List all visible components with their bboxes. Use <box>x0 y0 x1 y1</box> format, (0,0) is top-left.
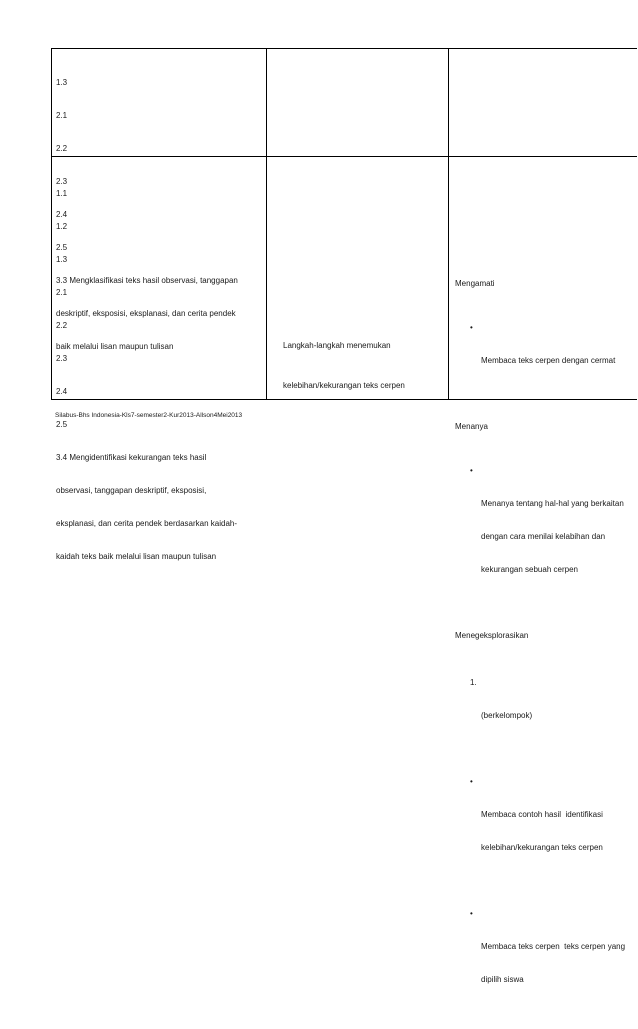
eksplorasi-numbered-text: (berkelompok) <box>481 711 533 720</box>
materi-line-2: kelebihan/kekurangan teks cerpen <box>283 381 405 390</box>
bullet-icon: • <box>470 466 473 475</box>
row2-code-7: 2.4 <box>56 387 68 396</box>
table-top-border <box>51 48 637 49</box>
row2-code-4: 2.1 <box>56 288 68 297</box>
number-marker: 1. <box>470 678 477 687</box>
row1-code-5: 2.4 <box>56 210 68 219</box>
eksplorasi-item-1-line-1: Membaca contoh hasil identifikasi <box>481 810 603 819</box>
eksplorasi-item-1 <box>470 776 635 875</box>
menanya-item-1-line-2: dengan cara menilai kelabihan dan <box>481 532 606 541</box>
row2-pembelajaran-cell <box>455 256 635 1029</box>
materi-line-1: Langkah-langkah menemukan <box>283 341 391 350</box>
row2-code-8: 2.5 <box>56 420 68 429</box>
row2-kd-line-3: eksplanasi, dan cerita pendek berdasarkan kaidah- <box>56 519 238 528</box>
menanya-item-1-line-3: kekurangan sebuah cerpen <box>481 565 578 574</box>
bullet-icon: • <box>470 909 473 918</box>
bullet-icon: • <box>470 323 473 332</box>
bullet-icon: • <box>470 777 473 786</box>
mengamati-item-1-line-1: Membaca teks cerpen dengan cermat <box>481 356 616 365</box>
row2-kd-line-1: 3.4 Mengidentifikasi kekurangan teks hasil <box>56 453 207 462</box>
row1-code-3: 2.2 <box>56 144 68 153</box>
row2-materi-cell <box>283 316 405 416</box>
menanya-heading: Menanya <box>455 422 488 431</box>
eksplorasi-numbered-item <box>470 677 635 743</box>
table-left-border <box>51 48 52 400</box>
eksplorasi-heading: Menegeksplorasikan <box>455 631 529 640</box>
row2-code-1: 1.1 <box>56 189 68 198</box>
column-divider-2 <box>448 48 449 400</box>
row2-kompetensi-cell <box>56 166 237 584</box>
menanya-item-1 <box>470 465 635 597</box>
row1-code-6: 2.5 <box>56 243 68 252</box>
row2-code-3: 1.3 <box>56 255 68 264</box>
row1-kd-line-2: deskriptif, eksposisi, eksplanasi, dan cerita pendek <box>56 309 236 318</box>
row2-kd-line-4: kaidah teks baik melalui lisan maupun tulisan <box>56 552 217 561</box>
eksplorasi-item-2-line-2: dipilih siswa <box>481 975 524 984</box>
page-footer: Silabus-Bhs Indonesia-Kls7-semester2-Kur2013-Allson4Mei2013 <box>55 412 243 419</box>
row2-code-5: 2.2 <box>56 321 68 330</box>
eksplorasi-item-1-line-2: kelebihan/kekurangan teks cerpen <box>481 843 603 852</box>
mengamati-item-1 <box>470 322 635 388</box>
row2-kd-line-2: observasi, tanggapan deskriptif, eksposisi, <box>56 486 207 495</box>
row1-kd-line-1: 3.3 Mengklasifikasi teks hasil observasi, tanggapan <box>56 276 238 285</box>
menanya-item-1-line-1: Menanya tentang hal-hal yang berkaitan <box>481 499 624 508</box>
row1-code-2: 2.1 <box>56 111 68 120</box>
row1-kd-line-3: baik melalui lisan maupun tulisan <box>56 342 174 351</box>
column-divider-1 <box>266 48 267 400</box>
eksplorasi-item-2-line-1: Membaca teks cerpen teks cerpen yang <box>481 942 626 951</box>
mengamati-heading: Mengamati <box>455 279 495 288</box>
eksplorasi-item-2 <box>470 908 635 1007</box>
row1-code-4: 2.3 <box>56 177 68 186</box>
row2-code-6: 2.3 <box>56 354 68 363</box>
row1-code-1: 1.3 <box>56 78 68 87</box>
row2-code-2: 1.2 <box>56 222 68 231</box>
